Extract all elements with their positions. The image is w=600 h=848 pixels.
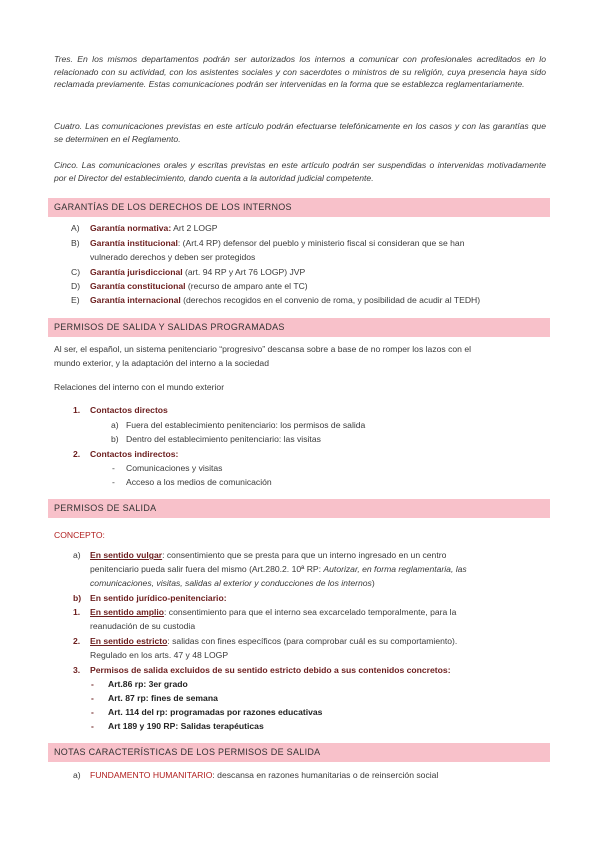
paragraph-tres: Tres. En los mismos departamentos podrán ser autorizados los internos a comunicar con profesionales acreditados en lo relacionado con su actividad, con los asistentes sociales y con sacerdotes o ministros de su religión, cuya presencia haya sido reclamada previamente. Estas comunicaciones podrán ser intervenidas en la forma que se establezca reglamentariamente. [54, 54, 546, 90]
item-text: : descansa en razones humanitarias o de reinserción social [212, 770, 439, 780]
section-heading-permisos-salida [48, 499, 550, 518]
item-text: Art 2 LOGP [171, 223, 218, 233]
item-bold: En sentido vulgar [90, 550, 163, 560]
list-item-garantia-constitucional [90, 280, 308, 293]
list-marker: - [112, 477, 115, 487]
paragraph-relaciones: Relaciones del interno con el mundo exterior [54, 382, 225, 392]
concepto-label: CONCEPTO: [54, 530, 105, 540]
list-item-continuation: Regulado en los arts. 47 y 48 LOGP [90, 650, 229, 660]
sub-item: Dentro del establecimiento penitenciario: las visitas [126, 434, 321, 444]
paragraph-line: Al ser, el español, un sistema penitenciario “progresivo” descansa sobre a base de no romper los lazos con el [54, 344, 472, 354]
list-item-sentido-amplio [90, 606, 546, 619]
dash-item: Art. 87 rp: fines de semana [108, 693, 218, 703]
list-item-sentido-estricto [90, 635, 546, 648]
dash-marker: - [91, 707, 94, 717]
list-item-garantia-internacional [90, 294, 480, 307]
item-label: FUNDAMENTO HUMANITARIO [90, 770, 213, 780]
section-heading-notas [48, 743, 550, 762]
item-text: penitenciario pueda salir fuera del mismo (Art.280.2. 10ª RP: [90, 564, 324, 574]
dash-marker: - [91, 693, 94, 703]
sub-item: Acceso a los medios de comunicación [126, 477, 272, 487]
item-bold: En sentido amplio [90, 607, 165, 617]
sub-item: Comunicaciones y visitas [126, 463, 223, 473]
list-marker: B) [71, 238, 80, 248]
dash-item: Art.86 rp: 3er grado [108, 679, 188, 689]
list-item-fundamento-humanitario [90, 769, 438, 782]
item-bold: Garantía constitucional [90, 281, 186, 291]
dash-item: Art 189 y 190 RP: Salidas terapéuticas [108, 721, 264, 731]
paragraph-cuatro: Cuatro. Las comunicaciones previstas en este artículo podrán efectuarse telefónicamente en los casos y con las garantías que se determinen en el Reglamento. [54, 121, 546, 144]
list-item-garantia-institucional [90, 237, 546, 250]
list-marker: - [112, 463, 115, 473]
section-heading-text: NOTAS CARACTERÍSTICAS DE LOS PERMISOS DE SALIDA [54, 747, 321, 757]
list-item-continuation: vulnerado derechos y deben ser protegidos [90, 252, 256, 262]
section-heading-garantias [48, 198, 550, 217]
item-text: (art. 94 RP y Art 76 LOGP) JVP [182, 267, 306, 277]
dash-marker: - [91, 721, 94, 731]
list-marker: 3. [73, 665, 81, 675]
list-marker: A) [71, 223, 80, 233]
item-text: : (Art.4 RP) defensor del pueblo y ministerio fiscal si consideran que se han [177, 238, 465, 248]
dash-marker: - [91, 679, 94, 689]
section-heading-permisos-programadas [48, 318, 550, 337]
list-marker: a) [73, 550, 81, 560]
paragraph-line: mundo exterior, y la adaptación del interno a la sociedad [54, 358, 269, 368]
list-marker: E) [71, 295, 80, 305]
item-italic: comunicaciones, visitas, salidas al exterior y conducciones de los internos [90, 578, 372, 588]
list-item-continuation: reanudación de su custodia [90, 621, 196, 631]
item-bold: Garantía jurisdiccional [90, 267, 183, 277]
item-bold: En sentido estricto [90, 636, 168, 646]
item-text: (derechos recogidos en el convenio de roma, y posibilidad de acudir al TEDH) [180, 295, 481, 305]
section-heading-text: PERMISOS DE SALIDA Y SALIDAS PROGRAMADAS [54, 322, 285, 332]
list-item-contactos-indirectos: Contactos indirectos: [90, 449, 179, 459]
list-marker: 2. [73, 636, 81, 646]
list-marker: a) [111, 420, 119, 430]
section-heading-text: GARANTÍAS DE LOS DERECHOS DE LOS INTERNOS [54, 202, 292, 212]
list-item-continuation [90, 577, 375, 590]
item-text: ) [371, 578, 375, 588]
list-item-permisos-excluidos: Permisos de salida excluidos de su sentido estricto debido a sus contenidos concretos: [90, 665, 451, 675]
item-bold: Garantía institucional [90, 238, 178, 248]
list-marker: 1. [73, 607, 81, 617]
paragraph-cinco: Cinco. Las comunicaciones orales y escritas previstas en este artículo podrán ser suspendidas o intervenidas motivadamente por el Director del establecimiento, dando cuenta a la autoridad judicial competente. [54, 160, 546, 183]
list-item-contactos-directos: Contactos directos [90, 405, 168, 415]
item-text: : salidas con fines específicos (para comprobar cuál es su comportamiento). [167, 636, 458, 646]
item-text: : consentimiento que se presta para que un interno ingresado en un centro [162, 550, 447, 560]
sub-item: Fuera del establecimiento penitenciario: los permisos de salida [126, 420, 366, 430]
list-item-garantia-jurisdiccional [90, 266, 305, 279]
item-bold: Garantía internacional [90, 295, 181, 305]
list-marker: C) [71, 267, 81, 277]
dash-item: Art. 114 del rp: programadas por razones educativas [108, 707, 323, 717]
list-item-sentido-vulgar [90, 549, 546, 562]
list-marker: a) [73, 770, 81, 780]
list-marker: D) [71, 281, 81, 291]
item-italic: Autorizar, en forma reglamentaria, las [323, 564, 467, 574]
list-marker: 1. [73, 405, 81, 415]
list-item-continuation [90, 563, 467, 576]
list-marker: 2. [73, 449, 81, 459]
list-item-garantia-normativa [90, 222, 218, 235]
list-marker: b) [73, 593, 82, 603]
section-heading-text: PERMISOS DE SALIDA [54, 503, 157, 513]
item-text: : consentimiento para que el interno sea excarcelado temporalmente, para la [164, 607, 457, 617]
list-marker: b) [111, 434, 119, 444]
item-bold: Garantía normativa: [90, 223, 172, 233]
list-item-sentido-juridico: En sentido jurídico-penitenciario: [90, 593, 227, 603]
item-text: (recurso de amparo ante el TC) [185, 281, 308, 291]
